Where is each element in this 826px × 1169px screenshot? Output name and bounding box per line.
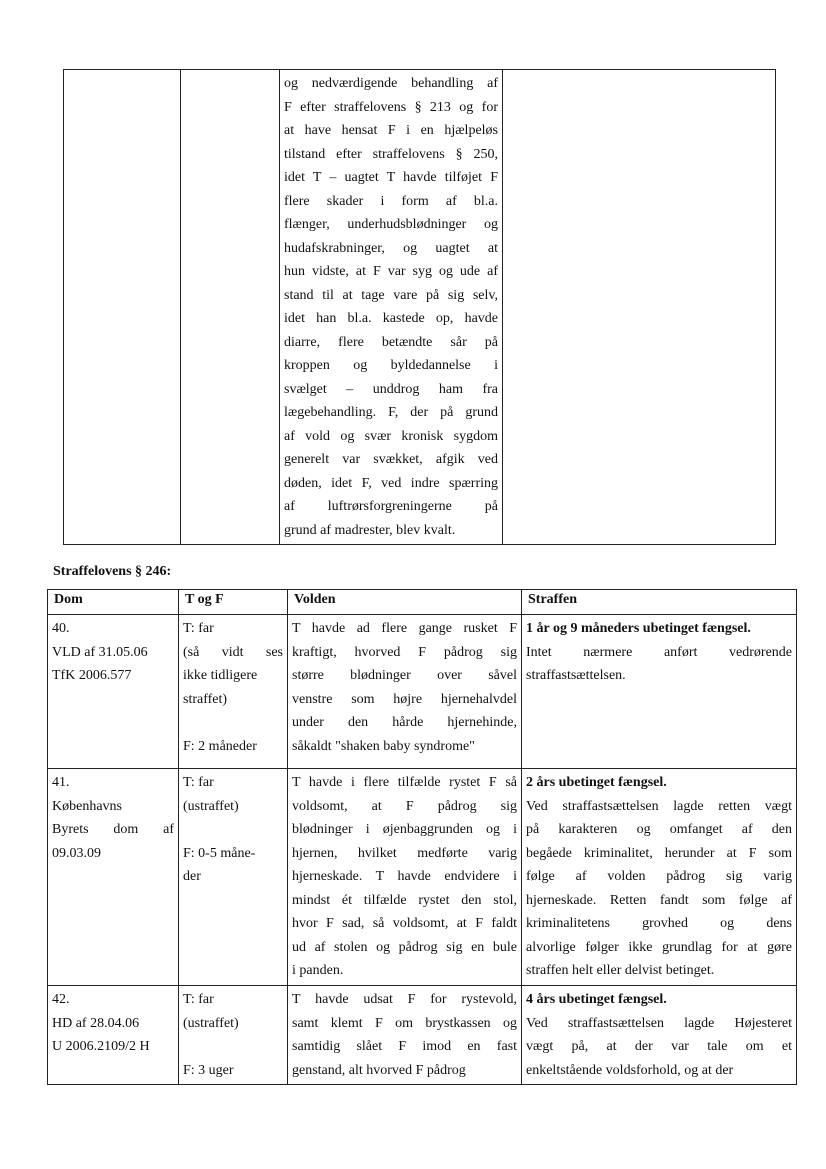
- table-header-row: [48, 590, 797, 615]
- dom-line: 41.: [52, 775, 70, 790]
- spacer: [183, 1035, 283, 1059]
- text-line: flere skader i form af bl.a.: [284, 193, 498, 209]
- t-og-f-line: T: far: [183, 621, 214, 636]
- t-og-f-line: ikke tidligere: [183, 668, 258, 683]
- cell-t-og-f: [179, 986, 288, 1085]
- continuation-table: [63, 69, 776, 545]
- text-line: grund af madrester, blev kvalt.: [284, 522, 456, 538]
- text-line: blødninger i øjenbaggrunden og i: [292, 822, 517, 837]
- header-straffen: Straffen: [522, 590, 797, 615]
- sentence: 4 års ubetinget fængsel.: [526, 992, 667, 1007]
- dom-line: 40.: [52, 621, 70, 636]
- spacer: [183, 711, 283, 735]
- text-line: hjerneskade. T havde endvidere i: [292, 869, 517, 884]
- dom-line: Københavns: [52, 798, 122, 814]
- text-line: på karakteren og omfanget af den: [526, 822, 792, 837]
- continuation-cell-straffen: [503, 70, 776, 545]
- text-line: begåede kriminalitet, herunder at F som: [526, 845, 792, 861]
- text-line: ud af stolen og pådrog sig en bule: [292, 939, 517, 955]
- text-line: Intet nærmere anført vedrørende: [526, 644, 792, 660]
- text-line: at have hensat F i en hjælpeløs: [284, 123, 498, 138]
- cell-volden: [288, 615, 522, 769]
- table-row: [48, 615, 797, 769]
- cell-straffen: [522, 769, 797, 986]
- text-line: af vold og svær kronisk sygdom: [284, 428, 498, 444]
- case-table: [47, 589, 797, 1085]
- t-og-f-line: T: far: [183, 775, 214, 790]
- cell-volden: [288, 769, 522, 986]
- text-line: Ved straffastsættelsen lagde Højesteret: [526, 1015, 792, 1031]
- text-line: hun vidste, at F var syg og ude af: [284, 264, 498, 279]
- text-line: T havde i flere tilfælde rystet F så: [292, 775, 517, 790]
- text-line: flænger, underhudsblødninger og: [284, 217, 498, 232]
- text-line: mindst ét tilfælde rystet den stol,: [292, 892, 517, 908]
- text-line: hjernen, hvilket medførte varig: [292, 845, 517, 861]
- text-line: følge af volden pådrog sig varig: [526, 869, 792, 884]
- text-line: F efter straffelovens § 213 og for: [284, 99, 498, 115]
- header-t-og-f: T og F: [179, 590, 288, 615]
- text-line: T havde udsat F for rystevold,: [292, 992, 517, 1007]
- t-og-f-line: T: far: [183, 992, 214, 1007]
- continuation-cell-t-og-f: [181, 70, 280, 545]
- text-line: såkaldt "shaken baby syndrome": [292, 738, 475, 754]
- text-line: samtidig slået F imod en fast: [292, 1039, 517, 1054]
- child-age: der: [183, 869, 201, 884]
- child-age: F: 3 uger: [183, 1062, 234, 1078]
- section-heading: Straffelovens § 246:: [53, 564, 172, 579]
- text-line: svælget – unddrog ham fra: [284, 381, 498, 397]
- t-og-f-line: (ustraffet): [183, 1015, 239, 1031]
- spacer: [183, 818, 283, 842]
- text-line: under den hårde hjernehinde,: [292, 715, 517, 730]
- text-line: vægt på, at der var tale om et: [526, 1039, 792, 1054]
- dom-line: HD af 28.04.06: [52, 1015, 140, 1031]
- dom-line: Byrets dom af: [52, 822, 174, 837]
- dom-line: TfK 2006.577: [52, 668, 132, 683]
- cell-volden: [288, 986, 522, 1085]
- child-age: F: 0-5 måne-: [183, 845, 256, 861]
- text-line: kroppen og byldedannelse i: [284, 358, 498, 373]
- cell-dom: [48, 769, 179, 986]
- cell-straffen: [522, 986, 797, 1085]
- text-line: enkeltstående voldsforhold, og at der: [526, 1062, 734, 1078]
- text-line: kriminalitetens grovhed og dens: [526, 916, 792, 931]
- t-og-f-line: straffet): [183, 691, 228, 707]
- t-og-f-line: (så vidt ses: [183, 644, 283, 660]
- cell-t-og-f: [179, 769, 288, 986]
- table-row: [48, 769, 797, 986]
- dom-line: U 2006.2109/2 H: [52, 1039, 150, 1054]
- text-line: generelt var svækket, afgik ved: [284, 452, 498, 467]
- cell-dom: [48, 986, 179, 1085]
- text-line: Ved straffastsættelsen lagde retten vægt: [526, 798, 792, 814]
- table-row: [48, 986, 797, 1085]
- dom-line: 42.: [52, 992, 70, 1007]
- sentence: 1 år og 9 måneders ubetinget fængsel.: [526, 621, 751, 636]
- continuation-text: [280, 70, 502, 544]
- text-line: straffen helt eller delvist betinget.: [526, 963, 715, 978]
- text-line: voldsomt, at F pådrog sig: [292, 798, 517, 814]
- text-line: samt klemt F om brystkassen og: [292, 1015, 517, 1031]
- text-line: diarre, flere betændte sår på: [284, 334, 498, 350]
- dom-line: 09.03.09: [52, 845, 101, 861]
- header-dom: Dom: [48, 590, 179, 615]
- text-line: idet han bl.a. kastede op, havde: [284, 311, 498, 326]
- sentence: 2 års ubetinget fængsel.: [526, 775, 667, 790]
- text-line: idet T – uagtet T havde tilføjet F: [284, 170, 498, 185]
- text-line: tilstand efter straffelovens § 250,: [284, 146, 498, 162]
- text-line: hjerneskade. Retten fandt som følge af: [526, 892, 792, 908]
- text-line: og nedværdigende behandling af: [284, 76, 498, 91]
- continuation-cell-dom: [64, 70, 181, 545]
- text-line: alvorlige følger ikke grundlag for at gøre: [526, 939, 792, 955]
- text-line: døden, idet F, ved indre spærring: [284, 475, 498, 491]
- child-age: F: 2 måneder: [183, 738, 257, 754]
- text-line: genstand, alt hvorved F pådrog: [292, 1062, 466, 1078]
- text-line: større blødninger over såvel: [292, 668, 517, 683]
- text-line: lægebehandling. F, der på grund: [284, 405, 498, 420]
- cell-dom: [48, 615, 179, 769]
- cell-straffen: [522, 615, 797, 769]
- text-line: hvor F sad, så voldsomt, at F faldt: [292, 916, 517, 931]
- dom-line: VLD af 31.05.06: [52, 644, 148, 660]
- text-line: kraftigt, hvorved F pådrog sig: [292, 644, 517, 660]
- text-line: straffastsættelsen.: [526, 668, 626, 683]
- text-line: i panden.: [292, 963, 344, 978]
- header-volden: Volden: [288, 590, 522, 615]
- text-line: af luftrørsforgreningerne på: [284, 499, 498, 514]
- t-og-f-line: (ustraffet): [183, 798, 239, 814]
- text-line: hudafskrabninger, og uagtet at: [284, 240, 498, 256]
- cell-t-og-f: [179, 615, 288, 769]
- text-line: T havde ad flere gange rusket F: [292, 621, 517, 636]
- continuation-cell-volden: [280, 70, 503, 545]
- text-line: stand til at tage vare på sig selv,: [284, 287, 498, 303]
- text-line: venstre som højre hjernehalvdel: [292, 691, 517, 707]
